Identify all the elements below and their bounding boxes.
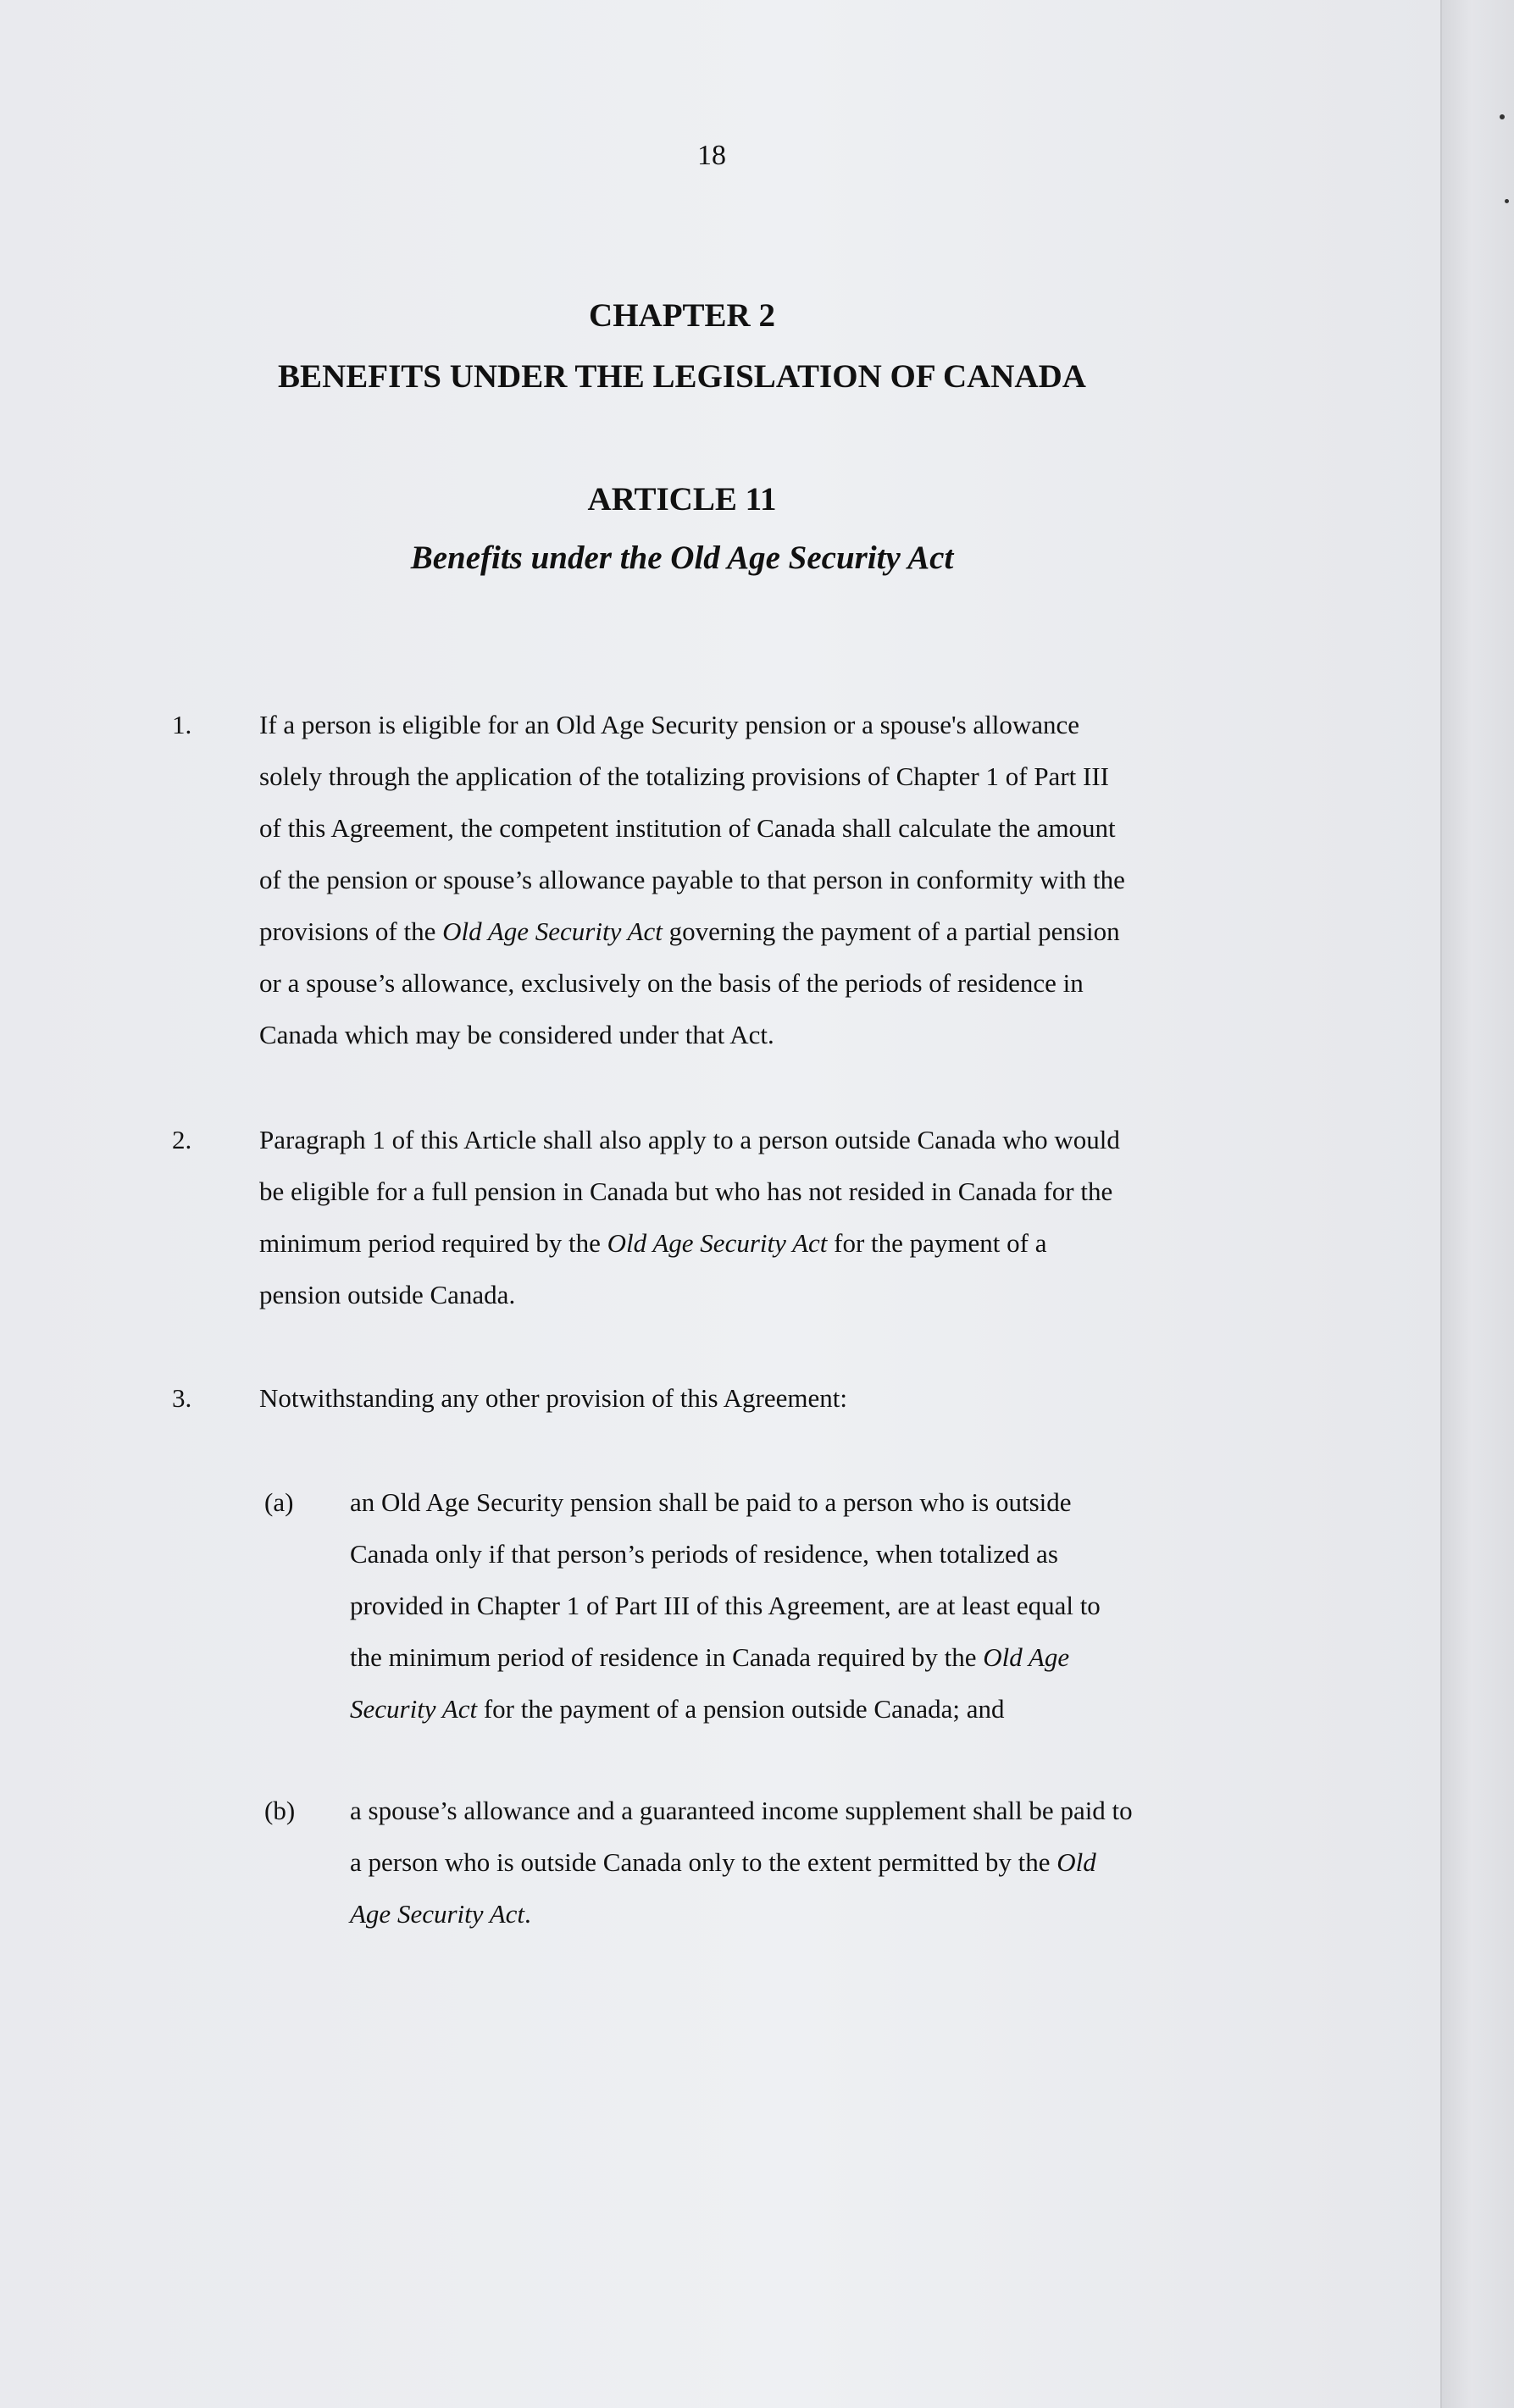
paragraph-line bbox=[259, 905, 1234, 957]
subparagraph-body bbox=[350, 1476, 1239, 1735]
act-title: Old Age bbox=[983, 1642, 1070, 1672]
paragraph-line: or a spouse’s allowance, exclusively on the basis of the periods of residence in bbox=[259, 968, 1084, 998]
paragraph-body bbox=[259, 1372, 1234, 1424]
subparagraph-label: (b) bbox=[264, 1796, 296, 1825]
paragraph-line: If a person is eligible for an Old Age Security pension or a spouse's allowance bbox=[259, 710, 1080, 739]
page-edge bbox=[1440, 0, 1514, 2408]
line-text: for the payment of a bbox=[834, 1228, 1047, 1258]
paragraph-line: a spouse’s allowance and a guaranteed income supplement shall be paid to bbox=[350, 1796, 1133, 1825]
paragraph-line: Canada which may be considered under that Act. bbox=[259, 1020, 774, 1049]
paragraph-line: pension outside Canada. bbox=[259, 1280, 516, 1309]
line-text: the minimum period of residence in Canada required by the bbox=[350, 1642, 977, 1672]
subparagraph-label: (a) bbox=[264, 1487, 294, 1517]
act-title: Old Age Security Act bbox=[442, 916, 663, 946]
paragraph-body bbox=[259, 1114, 1234, 1320]
paragraph-line: Paragraph 1 of this Article shall also apply to a person outside Canada who would bbox=[259, 1125, 1120, 1154]
article-subtitle: Benefits under the Old Age Security Act bbox=[410, 540, 954, 576]
paragraph-line: be eligible for a full pension in Canada but who has not resided in Canada for the bbox=[259, 1176, 1113, 1206]
paragraph-number: 1. bbox=[172, 710, 192, 739]
paragraph-line: provided in Chapter 1 of Part III of this Agreement, are at least equal to bbox=[350, 1591, 1101, 1620]
line-text: governing the payment of a partial pension bbox=[668, 916, 1120, 946]
paragraph-line: of this Agreement, the competent institution of Canada shall calculate the amount bbox=[259, 813, 1116, 843]
paragraph-line: Notwithstanding any other provision of this Agreement: bbox=[259, 1383, 847, 1413]
line-text: a person who is outside Canada only to the extent permitted by the bbox=[350, 1847, 1051, 1877]
paragraph-line: an Old Age Security pension shall be paid to a person who is outside bbox=[350, 1487, 1072, 1517]
paragraph-line: solely through the application of the totalizing provisions of Chapter 1 of Part III bbox=[259, 761, 1109, 791]
act-title: Old Age Security Act bbox=[607, 1228, 828, 1258]
article-title: ARTICLE 11 bbox=[587, 481, 777, 518]
speck-mark bbox=[1505, 199, 1509, 203]
act-title: Security Act bbox=[350, 1694, 478, 1724]
subparagraph-body bbox=[350, 1785, 1239, 1940]
line-text: for the payment of a pension outside Canada; and bbox=[483, 1694, 1005, 1724]
paragraph-line bbox=[259, 1217, 1234, 1269]
line-text: . bbox=[524, 1899, 531, 1929]
line-text: minimum period required by the bbox=[259, 1228, 601, 1258]
paragraph-body bbox=[259, 699, 1234, 1060]
paragraph-line: of the pension or spouse’s allowance payable to that person in conformity with the bbox=[259, 865, 1125, 894]
paragraph-line bbox=[350, 1683, 1239, 1735]
paragraph-line bbox=[350, 1888, 1239, 1940]
paragraph-line: Canada only if that person’s periods of residence, when totalized as bbox=[350, 1539, 1058, 1569]
page-number: 18 bbox=[697, 140, 726, 171]
act-title: Old bbox=[1056, 1847, 1096, 1877]
paragraph-number: 3. bbox=[172, 1383, 192, 1413]
act-title: Age Security Act bbox=[350, 1899, 525, 1929]
paragraph-number: 2. bbox=[172, 1125, 192, 1154]
chapter-subtitle: BENEFITS UNDER THE LEGISLATION OF CANADA bbox=[278, 358, 1086, 395]
paragraph-line bbox=[350, 1836, 1239, 1888]
paragraph-line bbox=[350, 1631, 1239, 1683]
line-text: provisions of the bbox=[259, 916, 436, 946]
speck-mark bbox=[1500, 114, 1505, 119]
chapter-title: CHAPTER 2 bbox=[589, 297, 775, 334]
